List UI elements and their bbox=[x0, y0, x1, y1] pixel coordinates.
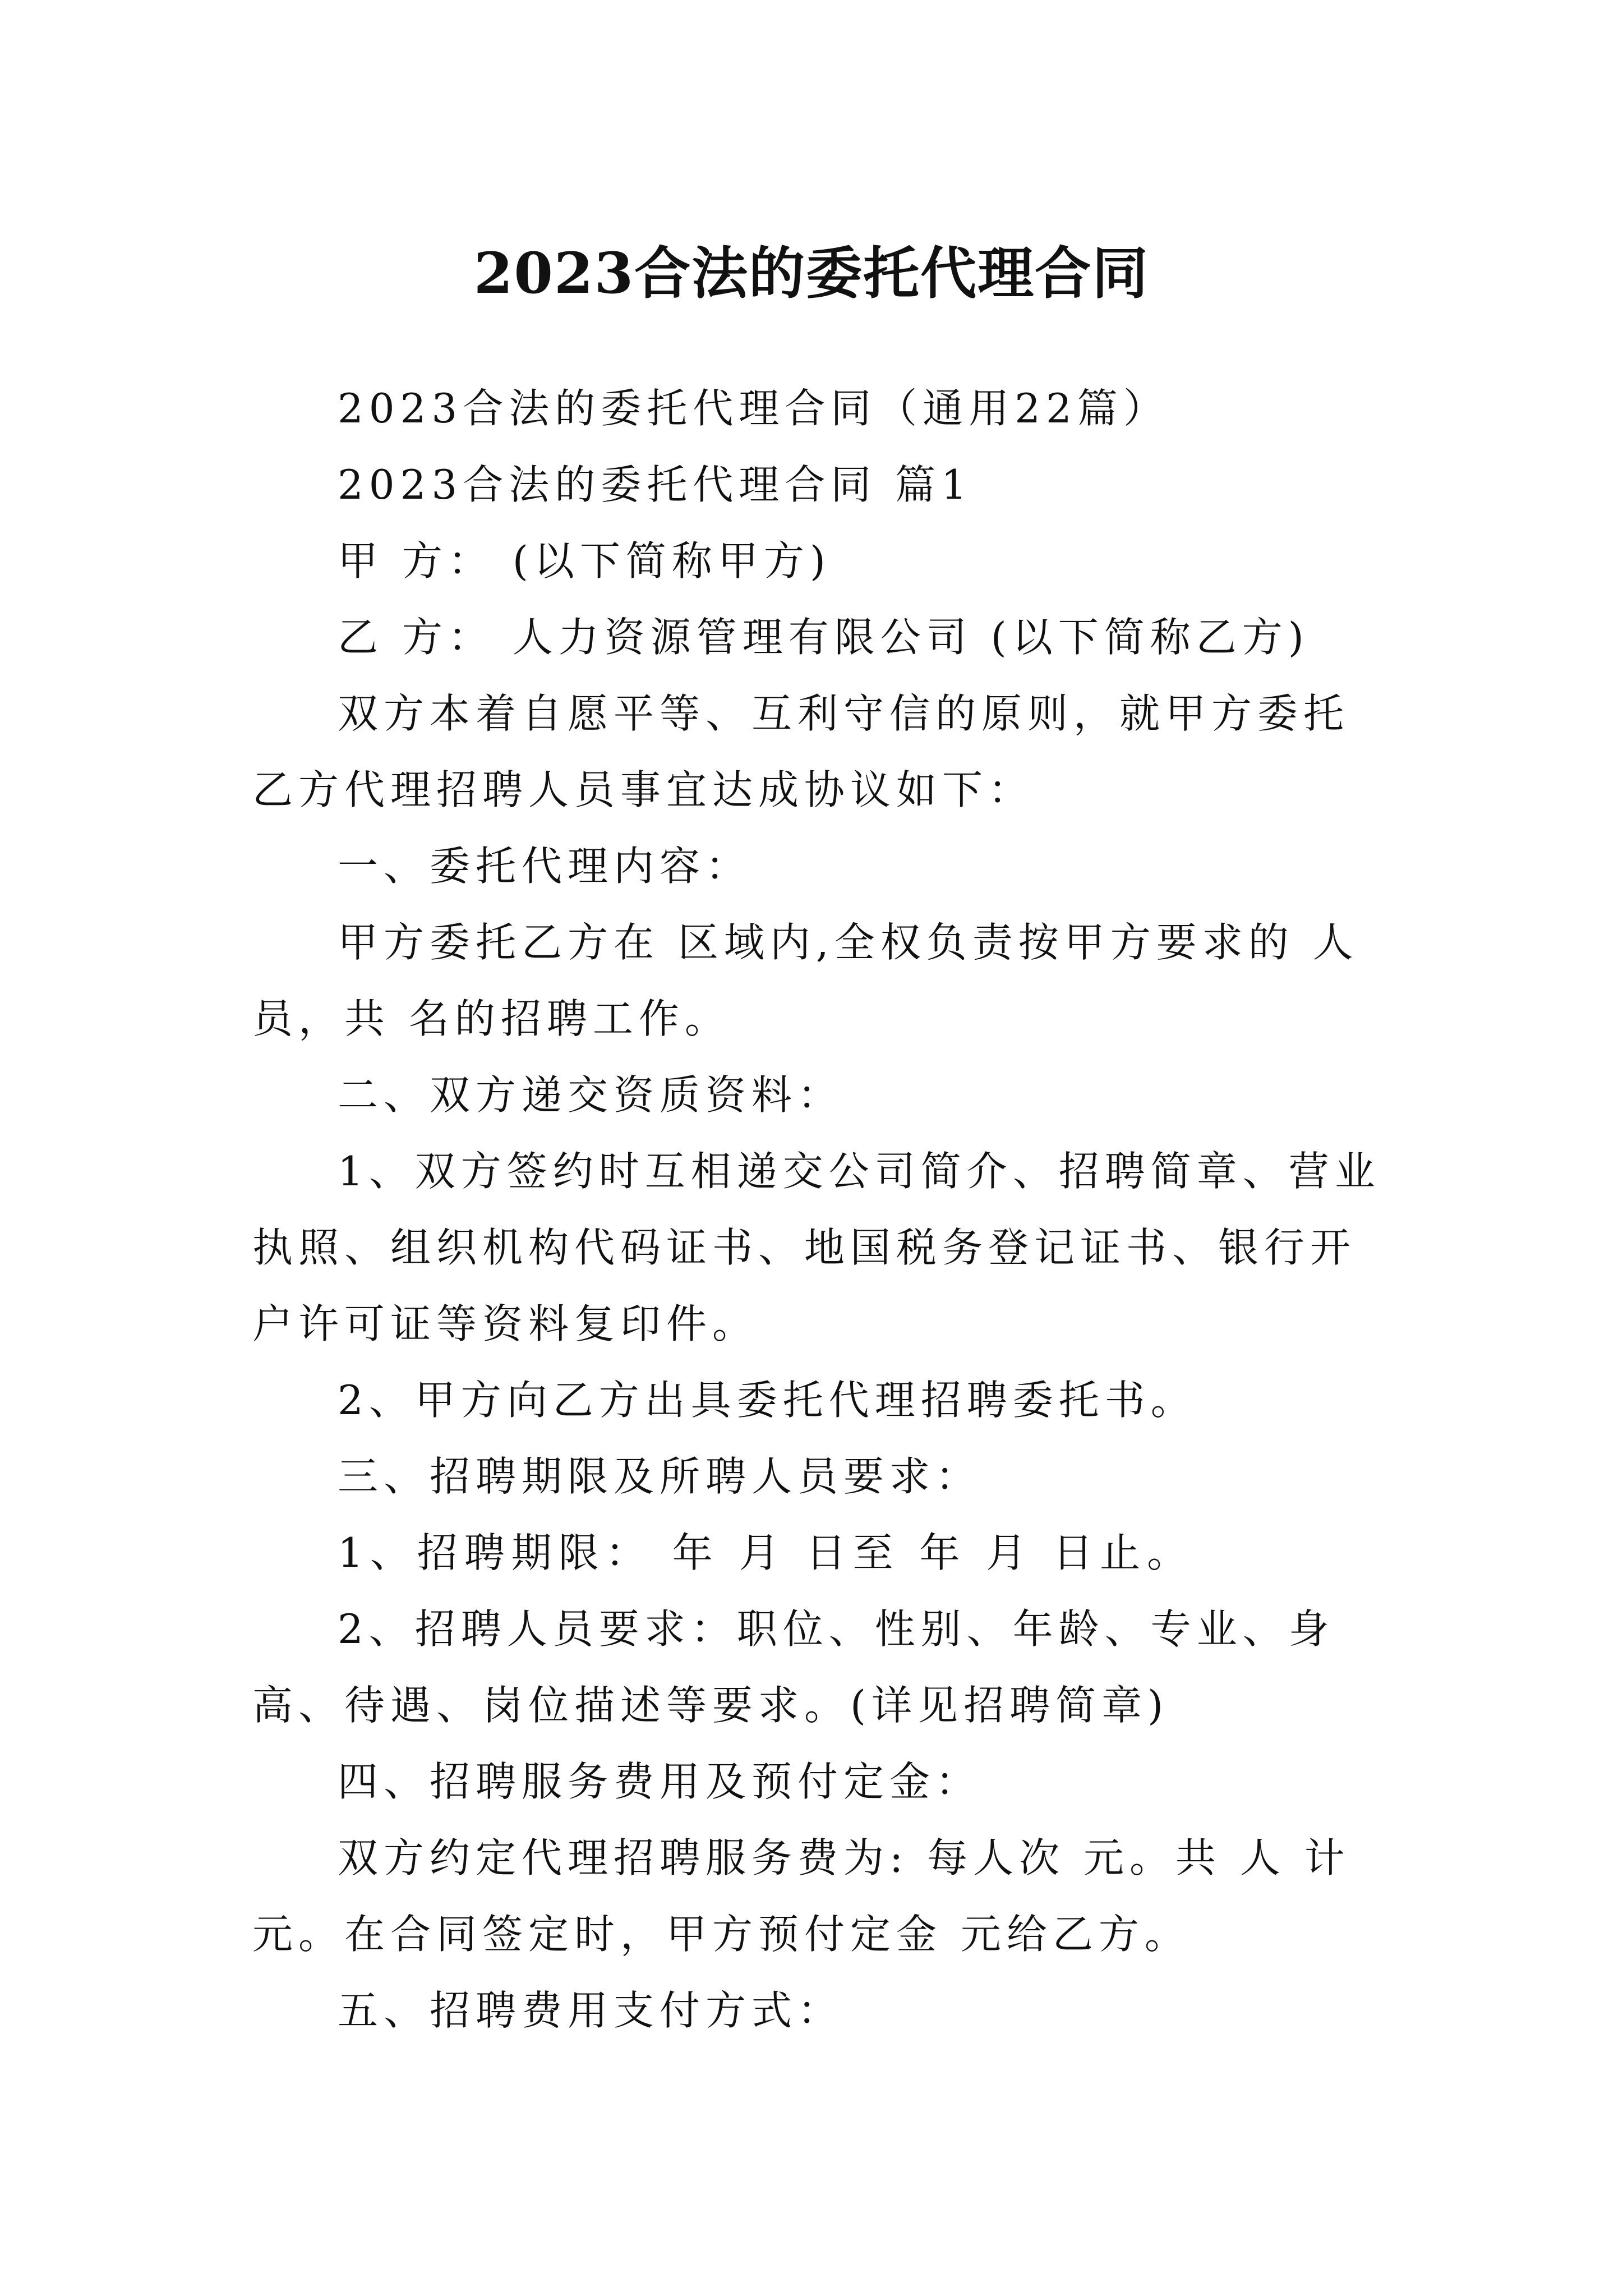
paragraph-subtitle: 2023合法的委托代理合同（通用22篇） bbox=[338, 385, 1169, 432]
paragraph-intro: 双方本着自愿平等、互利守信的原则，就甲方委托乙方代理招聘人员事宜达成协议如下： bbox=[252, 690, 1350, 813]
paragraph-qualification-2: 2、甲方向乙方出具委托代理招聘委托书。 bbox=[338, 1377, 1197, 1424]
paragraph-party-a: 甲 方： (以下简称甲方) bbox=[338, 537, 831, 585]
heading-qualification-materials: 二、双方递交资质资料： bbox=[338, 1071, 844, 1119]
paragraph-recruitment-period: 1、招聘期限： 年 月 日至 年 月 日止。 bbox=[338, 1529, 1195, 1576]
heading-payment-method: 五、招聘费用支付方式： bbox=[338, 1987, 844, 2034]
paragraph-party-b: 乙 方： 人力资源管理有限公司 (以下简称乙方) bbox=[338, 614, 1310, 661]
document-body bbox=[252, 370, 1385, 2049]
heading-service-fees: 四、招聘服务费用及预付定金： bbox=[338, 1758, 982, 1805]
paragraph-qualification-1: 1、双方签约时互相递交公司简介、招聘简章、营业执照、组织机构代码证书、地国税务登记证书、银行开户许可证等资料复印件。 bbox=[252, 1148, 1381, 1347]
heading-delegation-content: 一、委托代理内容： bbox=[338, 843, 752, 890]
paragraph-section-title: 2023合法的委托代理合同 篇1 bbox=[338, 461, 972, 508]
heading-recruitment-period: 三、招聘期限及所聘人员要求： bbox=[338, 1453, 982, 1500]
paragraph-service-fees: 双方约定代理招聘服务费为: 每人次 元。共 人 计 元。在合同签定时，甲方预付定金 元给乙方。 bbox=[252, 1834, 1369, 1958]
paragraph-delegation-content: 甲方委托乙方在 区域内,全权负责按甲方要求的 人员，共 名的招聘工作。 bbox=[252, 919, 1359, 1042]
document-title: 2023合法的委托代理合同 bbox=[473, 240, 1150, 306]
paragraph-recruitment-requirements: 2、招聘人员要求：职位、性别、年龄、专业、身高、待遇、岗位描述等要求。(详见招聘简章) bbox=[252, 1605, 1335, 1729]
